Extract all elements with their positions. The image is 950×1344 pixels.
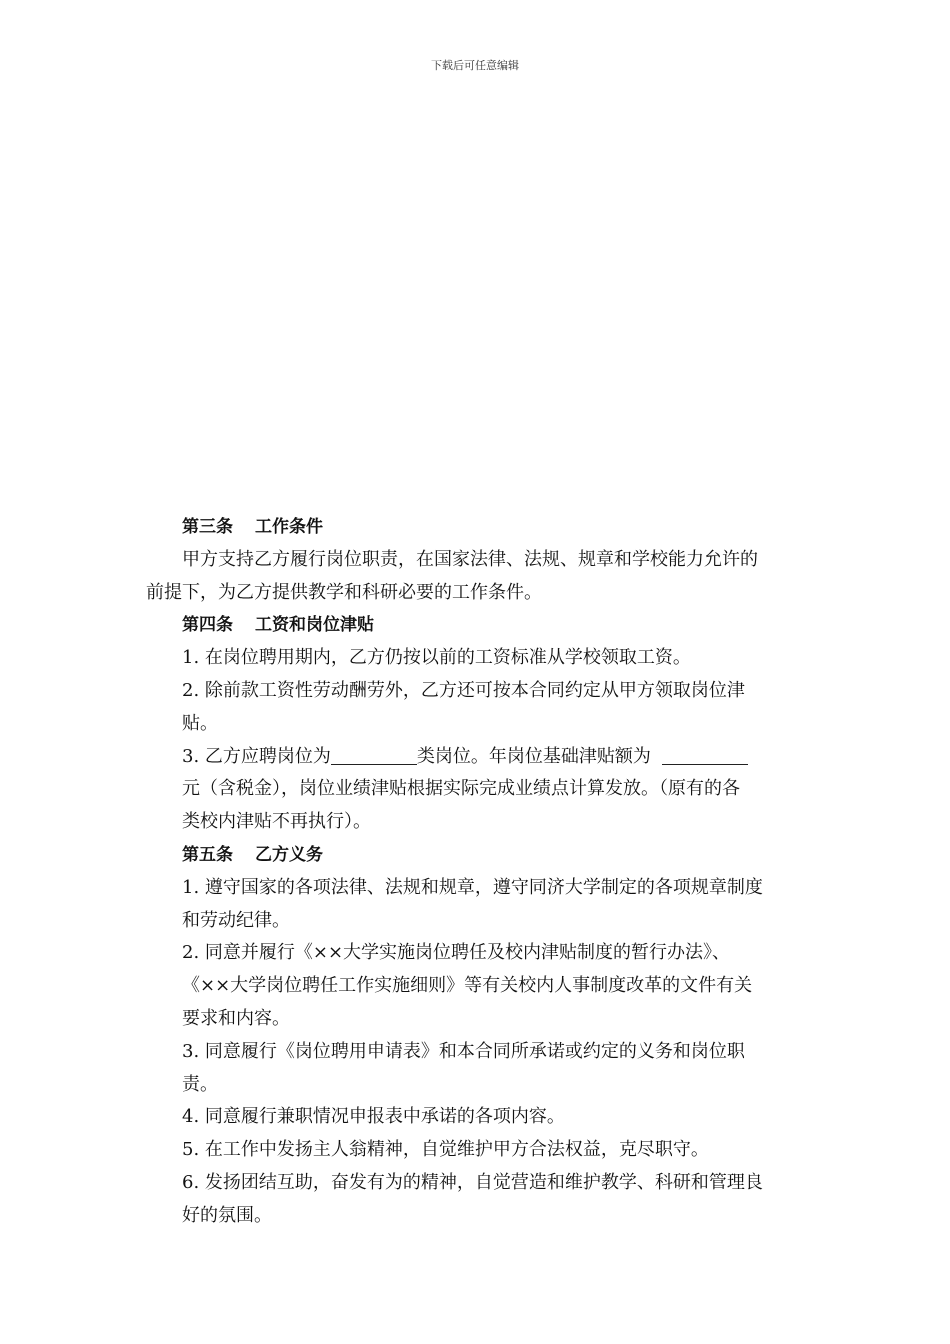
article-4-title: 工资和岗位津贴 <box>255 615 374 636</box>
article-5-number: 第五条 <box>182 844 233 865</box>
article-5-item-2-line-3: 要求和内容。 <box>182 1007 290 1029</box>
article-4-item-3-line-1 <box>146 741 811 774</box>
article-4-heading <box>146 609 811 642</box>
article-5-item-6-line-1: 6. 发扬团结互助，奋发有为的精神，自觉营造和维护教学、科研和管理良 <box>182 1171 763 1193</box>
article-5-title: 乙方义务 <box>255 844 323 865</box>
article-5-item-1-line-1: 1. 遵守国家的各项法律、法规和规章，遵守同济大学制定的各项规章制度 <box>182 876 763 898</box>
article-4-item-3-line-2: 元（含税金），岗位业绩津贴根据实际完成业绩点计算发放。（原有的各 <box>182 778 740 800</box>
document-body <box>146 511 811 1233</box>
article-4-item-3-part-1: 3. 乙方应聘岗位为 <box>182 745 331 767</box>
article-5-item-3-line-2: 责。 <box>182 1073 218 1095</box>
article-5-heading <box>146 839 811 872</box>
article-5-item-4: 4. 同意履行兼职情况申报表中承诺的各项内容。 <box>182 1106 565 1128</box>
article-5-item-2-line-2: 《××大学岗位聘任工作实施细则》等有关校内人事制度改革的文件有关 <box>182 975 753 997</box>
article-5-item-2-line-1: 2. 同意并履行《××大学实施岗位聘任及校内津贴制度的暂行办法》、 <box>182 942 731 964</box>
article-4-item-1: 1. 在岗位聘用期内，乙方仍按以前的工资标准从学校领取工资。 <box>182 647 691 669</box>
article-5-item-6-line-2: 好的氛围。 <box>182 1204 272 1226</box>
article-4-number: 第四条 <box>182 615 233 636</box>
article-4-item-2-line-1: 2. 除前款工资性劳动酬劳外，乙方还可按本合同约定从甲方领取岗位津 <box>182 679 745 701</box>
article-5-item-5: 5. 在工作中发扬主人翁精神，自觉维护甲方合法权益，克尽职守。 <box>182 1139 709 1161</box>
article-3-title: 工作条件 <box>255 517 323 537</box>
allowance-amount-blank <box>662 746 748 765</box>
article-4-item-3-part-2: 类岗位。年岗位基础津贴额为 <box>416 745 651 767</box>
position-type-blank <box>331 746 417 765</box>
article-4-item-3-line-3: 类校内津贴不再执行）。 <box>182 811 371 833</box>
article-5-item-1-line-2: 和劳动纪律。 <box>182 909 290 931</box>
article-5-item-3-line-1: 3. 同意履行《岗位聘用申请表》和本合同所承诺或约定的义务和岗位职 <box>182 1040 745 1062</box>
article-4-item-2-line-2: 贴。 <box>182 712 218 734</box>
article-3-body-line-1: 甲方支持乙方履行岗位职责，在国家法律、法规、规章和学校能力允许的 <box>182 548 758 570</box>
article-3-number: 第三条 <box>182 517 233 537</box>
article-3-heading <box>146 511 811 544</box>
article-3-body-line-2: 前提下，为乙方提供教学和科研必要的工作条件。 <box>146 581 542 603</box>
page-header-note: 下载后可任意编辑 <box>431 59 519 72</box>
